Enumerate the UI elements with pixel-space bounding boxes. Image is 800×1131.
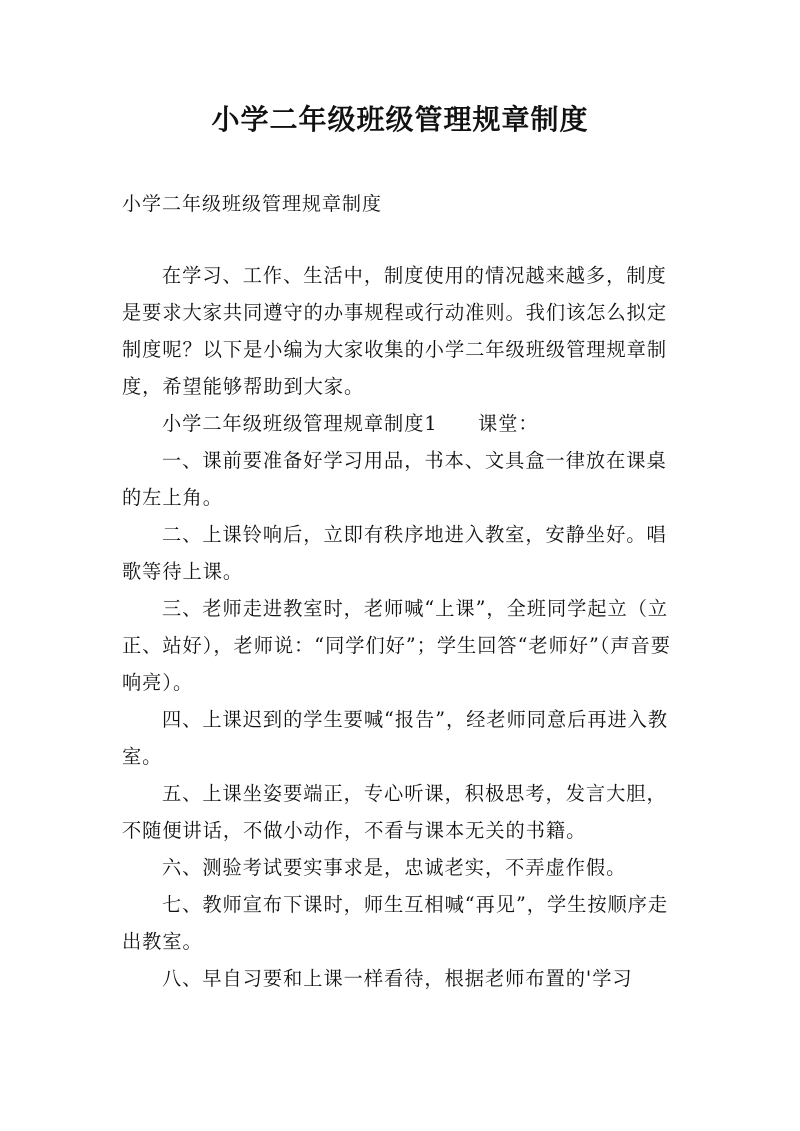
paragraph-intro: 在学习、工作、生活中，制度使用的情况越来越多，制度是要求大家共同遵守的办事规程或行动准则。我们该怎么拟定制度呢？以下是小编为大家收集的小学二年级班级管理规章制度，希望能够帮助到大家。	[122, 264, 668, 398]
document-subtitle: 小学二年级班级管理规章制度	[122, 193, 383, 215]
document-body	[122, 257, 682, 997]
paragraph-rule-5: 五、上课坐姿要端正，专心听课，积极思考，发言大胆，不随便讲话，不做小动作，不看与课本无关的书籍。	[122, 782, 667, 842]
paragraph-rule-8: 八、早自习要和上课一样看待，根据老师布置的'学习	[162, 967, 633, 990]
paragraph-rule-3: 三、老师走进教室时，老师喊“上课”，全班同学起立（立正、站好），老师说：“同学们好”；学生回答“老师好”（声音要响亮）。	[122, 597, 671, 694]
paragraph-rule-1: 一、课前要准备好学习用品，书本、文具盒一律放在课桌的左上角。	[122, 449, 667, 509]
document-title: 小学二年级班级管理规章制度	[211, 103, 589, 136]
paragraph-rule-4: 四、上课迟到的学生要喊“报告”，经老师同意后再进入教室。	[122, 708, 669, 768]
paragraph-rule-2: 二、上课铃响后，立即有秩序地进入教室，安静坐好。唱歌等待上课。	[122, 523, 667, 583]
paragraph-rule-7: 七、教师宣布下课时，师生互相喊“再见”，学生按顺序走出教室。	[122, 893, 669, 953]
paragraph-section-heading: 小学二年级班级管理规章制度1 课堂：	[162, 412, 539, 435]
paragraph-rule-6: 六、测验考试要实事求是，忠诚老实，不弄虚作假。	[162, 856, 627, 879]
